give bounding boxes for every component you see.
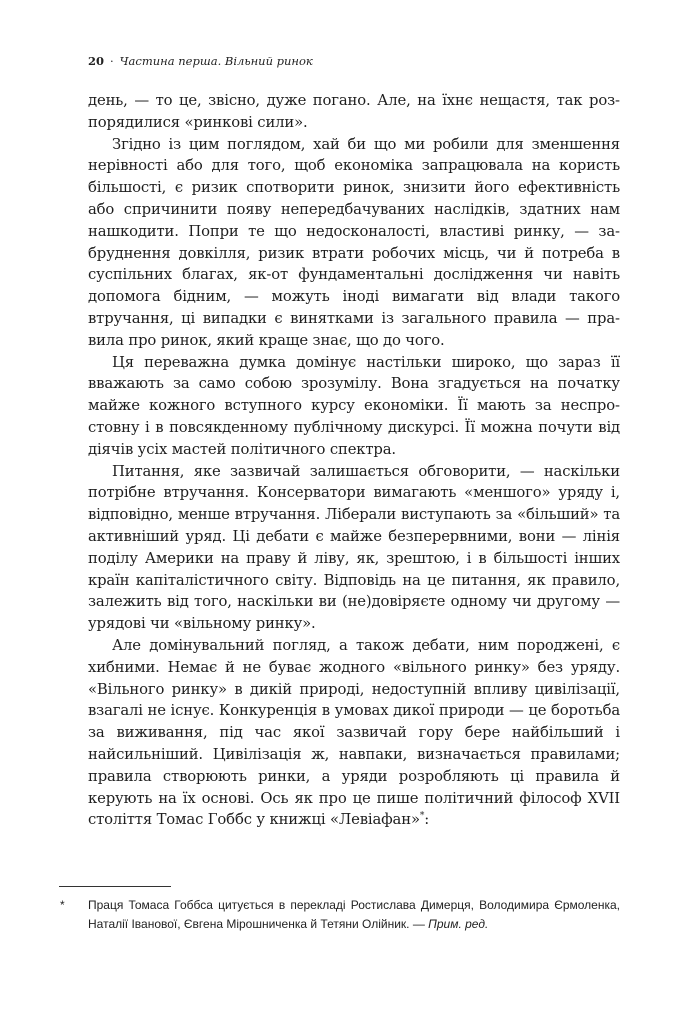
header-title: Частина перша. Вільний ринок [119, 54, 313, 68]
footnote [60, 896, 620, 934]
paragraph-2: Згідно із цим поглядом, хай би що ми робили для зменшення нерівності або для того, щоб економіка запрацювала на користь більшості, є ризик спотворити ринок, знизити його ефективність або спричинити появу непередбачуваних наслідків, здатних нам нашкодити. Попри те що недосконалості, властиві ринку, — забруднення довкілля, ризик втрати робочих місць, чи й потреба в суспільних благах, як-от фундаментальні дослідження чи навіть допомога бідним, — можуть іноді вимагати від влади такого втручання, ці випадки є винятками із загального правила — правила про ринок, який краще знає, що до чого. [88, 135, 620, 349]
footnote-divider [59, 886, 171, 887]
footnote-marker: * [60, 898, 65, 912]
paragraph-1: день, — то це, звісно, дуже погано. Але, на їхнє нещастя, так розпорядилися «ринкові сили». [88, 92, 620, 131]
page-content [88, 54, 620, 831]
paragraph-5-text: Але домінувальний погляд, а також дебати, ним породжені, є хибними. Немає й не буває жодного «вільного ринку» без уряду. «Вільного ринку» в дикій природі, недоступній впливу цивілізації, взагалі не існує. Конкуренція в умовах дикої природи — це боротьба за виживання, під час якої зазвичай гору бере найбільший і найсильніший. Цивілізація ж, навпаки, визначається правилами; правила створюють ринки, а уряди розробляють ці правила й керують на їх основі. Ось як про це пише політичний філософ XVII століття Томас Гоббс у книжці «Левіафан» [88, 636, 620, 829]
page-number: 20 [88, 54, 105, 68]
footnote-body [60, 896, 620, 934]
footnote-reference[interactable]: * [419, 811, 425, 822]
body-text [88, 90, 620, 831]
editor-note: Прим. ред. [428, 917, 489, 931]
paragraph-5 [88, 635, 620, 831]
header-separator: · [110, 54, 114, 68]
running-header [88, 54, 620, 68]
paragraph-3: Ця переважна думка домінує настільки широко, що зараз її вважають за само собою зрозумілу. Вона згадується на початку майже кожного вступного курсу економіки. Її мають за неспростовну і в повсякденному публічному дискурсі. Її можна почути від діячів усіх мастей політичного спектра. [88, 353, 620, 458]
paragraph-5-end: : [424, 811, 430, 829]
paragraph-4: Питання, яке зазвичай залишається обговорити, — наскільки потрібне втручання. Консерватори вимагають «меншого» уряду і, відповідно, менше втручання. Ліберали виступають за «більший» та активніший уряд. Ці дебати є майже безперервними, вони — лінія поділу Америки на праву й ліву, як, зрештою, і в більшості інших країн капіталістичного світу. Відповідь на це питання, як правило, залежить від того, наскільки ви (не)довіряєте одному чи другому — урядові чи «вільному ринку». [88, 462, 620, 633]
footnote-text: Праця Томаса Гоббса цитується в перекладі Ростислава Димерця, Володимира Єрмоленка, Наталії Іванової, Євгена Мірошниченка й Тетяни Олійник. — [88, 898, 620, 931]
